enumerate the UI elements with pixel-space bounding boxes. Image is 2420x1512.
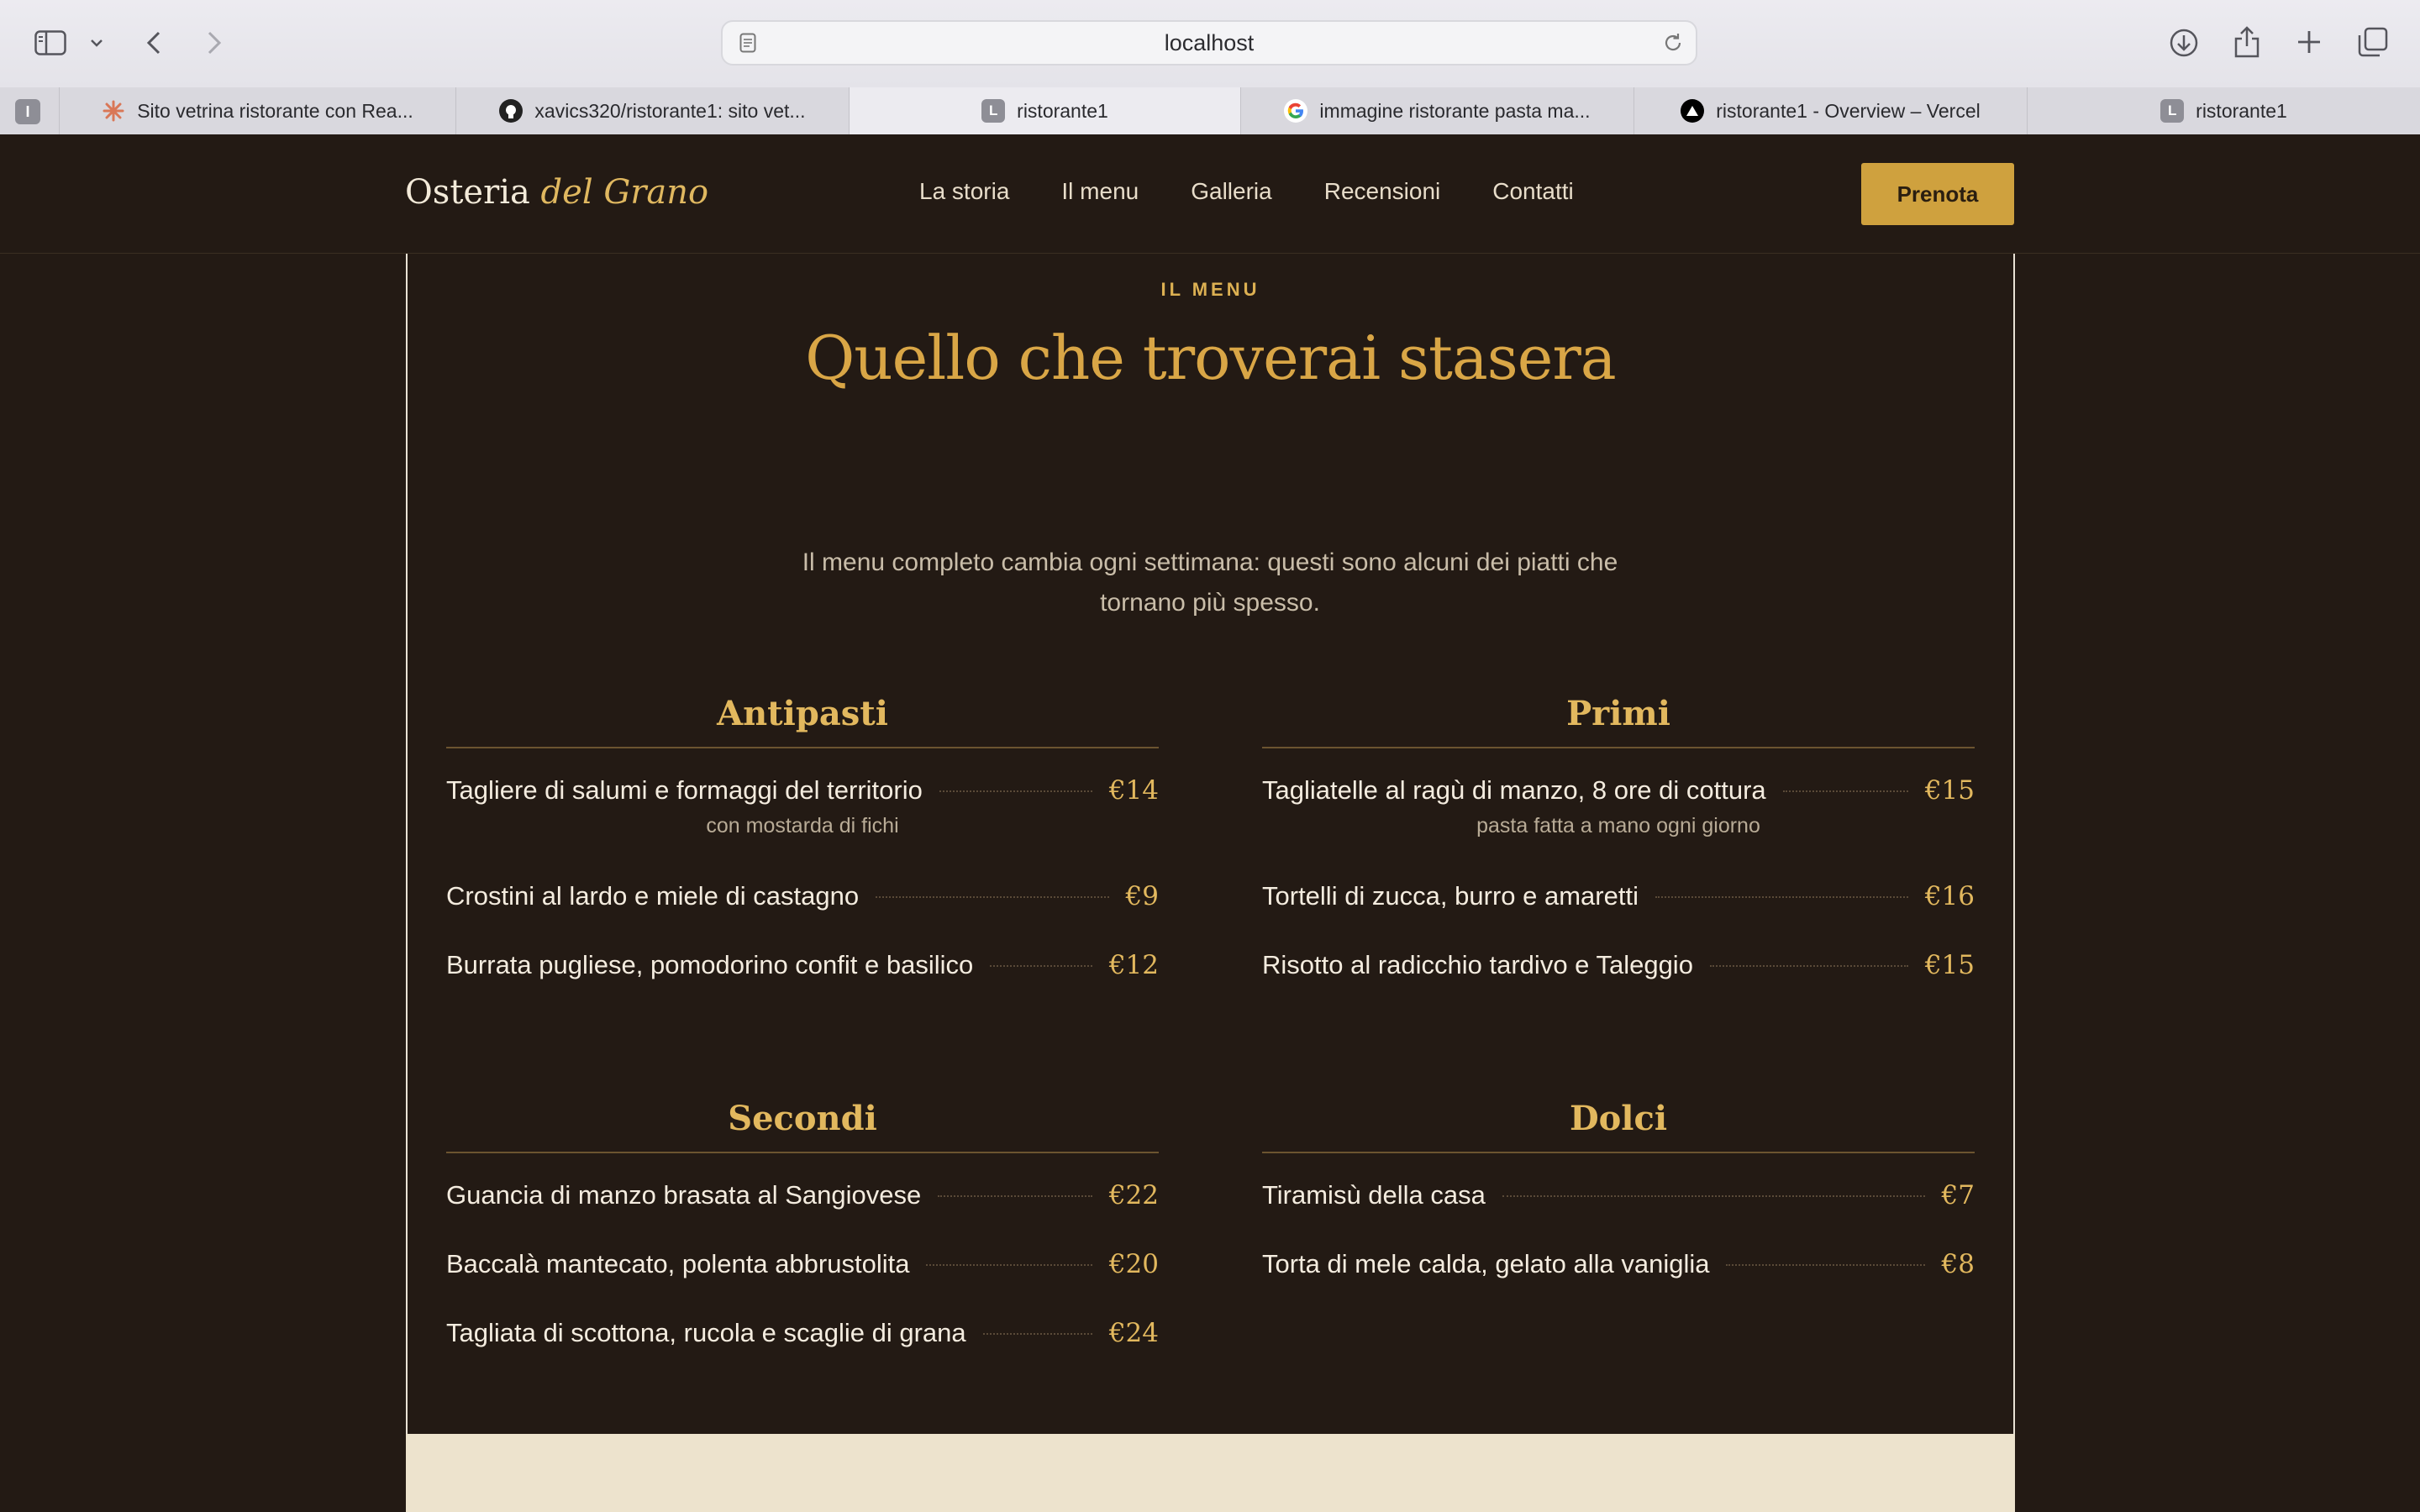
next-section-edge [406, 1434, 2015, 1512]
tab-bar [0, 87, 2420, 135]
new-tab-icon[interactable] [2294, 27, 2324, 57]
sidebar-toggle-icon[interactable] [34, 29, 67, 57]
category-title: Antipasti [446, 694, 1159, 748]
item-name: Tagliere di salumi e formaggi del territorio [446, 775, 923, 805]
site-logo[interactable] [405, 173, 708, 212]
item-leader [1502, 1195, 1925, 1197]
item-leader [939, 790, 1092, 792]
item-leader [938, 1195, 1092, 1197]
menu-item [446, 881, 1159, 950]
item-price: €16 [1924, 881, 1975, 911]
menu-item [446, 1249, 1159, 1318]
vercel-icon [1681, 99, 1704, 123]
tab-ristorante1-active[interactable] [849, 87, 1240, 134]
item-name: Torta di mele calda, gelato alla vaniglia [1262, 1249, 1710, 1278]
tab-github[interactable] [455, 87, 849, 134]
section-title: Quello che troverai stasera [805, 323, 1616, 393]
menu-category-secondi [446, 1099, 1159, 1387]
item-leader [990, 965, 1092, 967]
logo-main: Osteria [405, 173, 530, 212]
pinned-tab[interactable]: I [15, 99, 40, 124]
nav-link-contatti[interactable]: Contatti [1492, 178, 1574, 204]
claude-icon [102, 99, 125, 123]
item-price: €14 [1108, 775, 1159, 806]
item-leader [876, 896, 1108, 898]
logo-accent: del Grano [540, 173, 709, 212]
tab-label: Sito vetrina ristorante con Rea... [137, 99, 413, 122]
nav-link-galleria[interactable]: Galleria [1191, 178, 1272, 204]
reload-icon[interactable] [1662, 32, 1684, 54]
nav-link-il-menu[interactable]: Il menu [1061, 178, 1139, 204]
item-name: Burrata pugliese, pomodorino confit e basilico [446, 950, 974, 979]
item-leader [983, 1333, 1092, 1335]
item-name: Crostini al lardo e miele di castagno [446, 881, 860, 911]
github-icon [499, 99, 523, 123]
item-leader [1726, 1264, 1924, 1266]
tab-label: xavics320/ristorante1: sito vet... [534, 99, 806, 122]
item-price: €24 [1108, 1318, 1159, 1348]
item-leader [1710, 965, 1908, 967]
share-icon[interactable] [2230, 24, 2264, 60]
tab-ristorante1[interactable] [2027, 87, 2420, 134]
browser-toolbar [0, 0, 2420, 87]
item-name: Tortelli di zucca, burro e amaretti [1262, 881, 1639, 911]
forward-icon[interactable] [202, 27, 227, 59]
tab-google[interactable] [1240, 87, 1634, 134]
menu-category-dolci [1262, 1099, 1975, 1318]
main-nav [919, 178, 1626, 205]
favicon-letter-icon: L [981, 99, 1005, 123]
item-price: €12 [1108, 950, 1159, 980]
section-eyebrow: IL MENU [1160, 279, 1260, 300]
tab-label: immagine ristorante pasta ma... [1319, 99, 1591, 122]
item-name: Baccalà mantecato, polenta abbrustolita [446, 1249, 910, 1278]
tab-label: ristorante1 [1017, 99, 1108, 122]
menu-item [1262, 775, 1975, 881]
tab-overview-icon[interactable] [2356, 25, 2390, 59]
tab-vercel[interactable] [1634, 87, 2027, 134]
menu-item [446, 1180, 1159, 1249]
menu-category-antipasti [446, 694, 1159, 1019]
menu-item [1262, 1249, 1975, 1318]
nav-link-recensioni[interactable]: Recensioni [1323, 178, 1441, 204]
item-price: €8 [1941, 1249, 1975, 1279]
item-leader [926, 1264, 1092, 1266]
address-bar[interactable] [721, 20, 1697, 66]
item-name: Guancia di manzo brasata al Sangiovese [446, 1180, 922, 1210]
item-name: Tagliata di scottona, rucola e scaglie di grana [446, 1318, 966, 1347]
back-icon[interactable] [141, 27, 166, 59]
category-title: Secondi [446, 1099, 1159, 1153]
tab-label: ristorante1 - Overview – Vercel [1716, 99, 1981, 122]
item-leader [1783, 790, 1908, 792]
category-title: Primi [1262, 694, 1975, 748]
menu-item [446, 775, 1159, 881]
item-note: pasta fatta a mano ogni giorno [1476, 814, 1760, 837]
menu-category-primi [1262, 694, 1975, 1019]
section-intro: Il menu completo cambia ogni settimana: questi sono alcuni dei piatti che tornano più spesso. [802, 549, 1618, 617]
item-name: Tagliatelle al ragù di manzo, 8 ore di cottura [1262, 775, 1766, 805]
menu-item [446, 1318, 1159, 1387]
menu-item [1262, 1180, 1975, 1249]
tab-claude[interactable] [59, 87, 455, 134]
item-price: €20 [1108, 1249, 1159, 1279]
item-price: €7 [1941, 1180, 1975, 1210]
item-name: Risotto al radicchio tardivo e Taleggio [1262, 950, 1693, 979]
nav-link-la-storia[interactable]: La storia [919, 178, 1010, 204]
category-title: Dolci [1262, 1099, 1975, 1153]
item-price: €9 [1125, 881, 1159, 911]
website-viewport [0, 134, 2420, 1512]
menu-item [1262, 881, 1975, 950]
item-leader [1655, 896, 1908, 898]
prenota-button[interactable]: Prenota [1861, 163, 2014, 225]
item-name: Tiramisù della casa [1262, 1180, 1486, 1210]
item-note: con mostarda di fichi [706, 814, 899, 837]
favicon-letter-icon: L [2160, 99, 2184, 123]
item-price: €22 [1108, 1180, 1159, 1210]
url-text: localhost [1164, 30, 1255, 55]
tab-label: ristorante1 [2196, 99, 2287, 122]
chevron-down-icon[interactable] [87, 34, 106, 52]
item-price: €15 [1924, 950, 1975, 980]
menu-item [446, 950, 1159, 1019]
download-icon[interactable] [2166, 25, 2202, 60]
item-price: €15 [1924, 775, 1975, 806]
menu-section [406, 254, 2015, 1434]
google-icon [1284, 99, 1307, 123]
menu-item [1262, 950, 1975, 1019]
site-header [0, 134, 2420, 254]
